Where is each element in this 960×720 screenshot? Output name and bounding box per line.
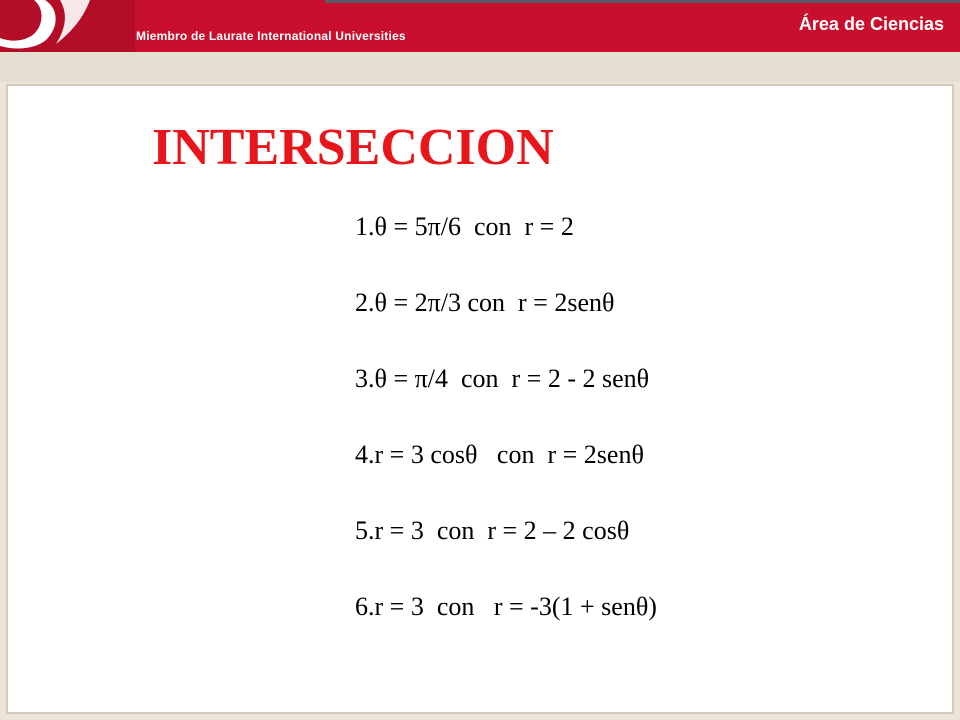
- header-top-line: [325, 0, 960, 3]
- problem-item-2: 2.θ = 2π/3 con r = 2senθ: [355, 288, 615, 317]
- problem-item-5: 5.r = 3 con r = 2 – 2 cosθ: [355, 516, 630, 545]
- header-subtitle: Miembro de Laurate International Universities: [136, 29, 406, 43]
- problem-item-6: 6.r = 3 con r = -3(1 + senθ): [355, 592, 657, 621]
- problem-item-3: 3.θ = π/4 con r = 2 - 2 senθ: [355, 364, 650, 393]
- university-logo: [0, 0, 135, 52]
- header-area-title: Área de Ciencias: [798, 14, 944, 34]
- problem-list: [355, 208, 657, 664]
- slide-title: INTERSECCION: [152, 119, 554, 176]
- problem-item-1: 1.θ = 5π/6 con r = 2: [355, 212, 574, 241]
- logo-shape-icon: [0, 0, 135, 52]
- problem-item-4: 4.r = 3 cosθ con r = 2senθ: [355, 440, 644, 469]
- header-band: [0, 52, 960, 82]
- header-bar: [0, 0, 960, 52]
